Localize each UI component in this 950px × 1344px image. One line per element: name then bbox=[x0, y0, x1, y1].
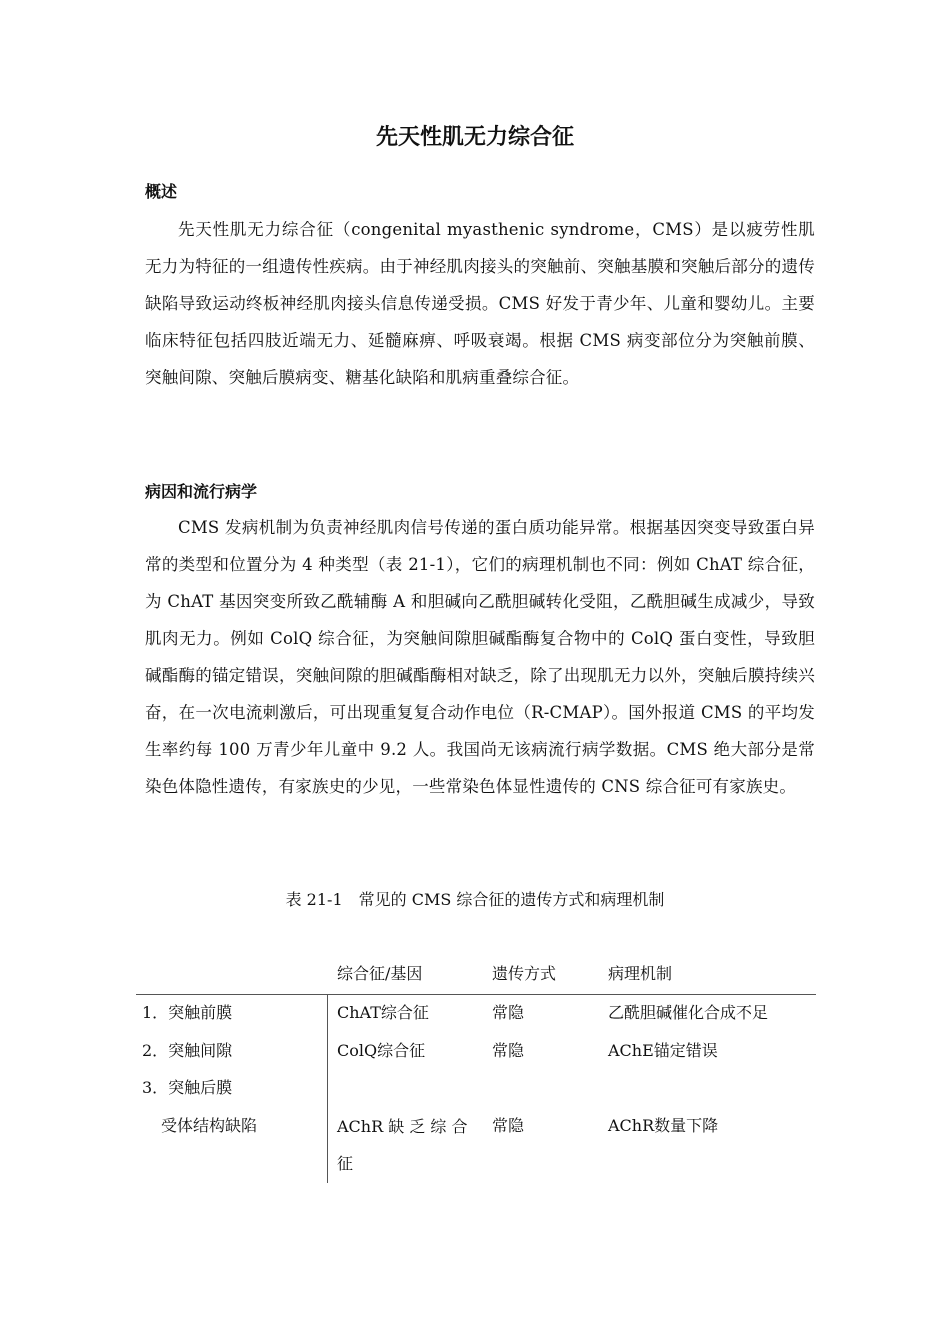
table-row-1-mechanism: 乙酰胆碱催化合成不足 bbox=[608, 1003, 769, 1022]
page-title: 先天性肌无力综合征 bbox=[375, 125, 574, 150]
table-row-3-category: 3．突触后膜 bbox=[142, 1078, 233, 1097]
table-caption bbox=[0, 888, 950, 912]
table-row-1-syndrome: ChAT综合征 bbox=[337, 1003, 429, 1022]
table-row-4-inheritance: 常隐 bbox=[492, 1116, 525, 1135]
table-row-4-syndrome: AChR 缺 乏 综 合 征 bbox=[337, 1117, 468, 1173]
etiology-paragraph: CMS 发病机制为负责神经肌肉信号传递的蛋白质功能异常。根据基因突变导致蛋白异常的类型和位置分为 4 种类型（表 21-1），它们的病理机制也不同：例如 ChAT 综合征，为 ChAT 基因突变所致乙酰辅酶 A 和胆碱向乙酰胆碱转化受阻，乙酰胆碱生成减少，导致肌肉无力。例如 ColQ 综合征，为突触间隙胆碱酯酶复合物中的 ColQ 蛋白变性，导致胆碱酯酶的锚定错误，突触间隙的胆碱酯酶相对缺乏，除了出现肌无力以外，突触后膜持续兴奋，在一次电流刺激后，可出现重复复合动作电位（R-CMAP）。国外报道 CMS 的平均发生率约每 100 万青少年儿童中 9.2 人。我国尚无该病流行病学数据。CMS 绝大部分是常染色体隐性遗传，有家族史的少见，一些常染色体显性遗传的 CNS 综合征可有家族史。 bbox=[145, 518, 815, 796]
table-header-rule bbox=[136, 994, 816, 995]
table-caption-text: 常见的 CMS 综合征的遗传方式和病理机制 bbox=[358, 890, 665, 909]
table-row-1-inheritance: 常隐 bbox=[492, 1003, 525, 1022]
table-row-2-category: 2．突触间隙 bbox=[142, 1041, 233, 1060]
table-row-2-mechanism: AChE锚定错误 bbox=[608, 1041, 718, 1060]
table-header-syndrome: 综合征/基因 bbox=[337, 964, 423, 983]
table-row-2-inheritance: 常隐 bbox=[492, 1041, 525, 1060]
section-heading-etiology: 病因和流行病学 bbox=[145, 482, 258, 501]
section-heading-overview: 概述 bbox=[145, 182, 178, 201]
table-header-inheritance: 遗传方式 bbox=[492, 964, 557, 983]
table-row-4-mechanism: AChR数量下降 bbox=[608, 1116, 719, 1135]
table-row-4-category: 受体结构缺陷 bbox=[161, 1116, 258, 1135]
table-row-2-syndrome: ColQ综合征 bbox=[337, 1041, 426, 1060]
overview-paragraph: 先天性肌无力综合征（congenital myasthenic syndrome，CMS）是以疲劳性肌无力为特征的一组遗传性疾病。由于神经肌肉接头的突触前、突触基膜和突触后部分的遗传缺陷导致运动终板神经肌肉接头信息传递受损。CMS 好发于青少年、儿童和婴幼儿。主要临床特征包括四肢近端无力、延髓麻痹、呼吸衰竭。根据 CMS 病变部位分为突触前膜、突触间隙、突触后膜病变、糖基化缺陷和肌病重叠综合征。 bbox=[145, 220, 815, 387]
table-header-mechanism: 病理机制 bbox=[608, 964, 673, 983]
table-column-divider bbox=[327, 995, 328, 1183]
table-caption-number: 表 21-1 bbox=[285, 890, 343, 909]
table-row-1-category: 1．突触前膜 bbox=[142, 1003, 233, 1022]
